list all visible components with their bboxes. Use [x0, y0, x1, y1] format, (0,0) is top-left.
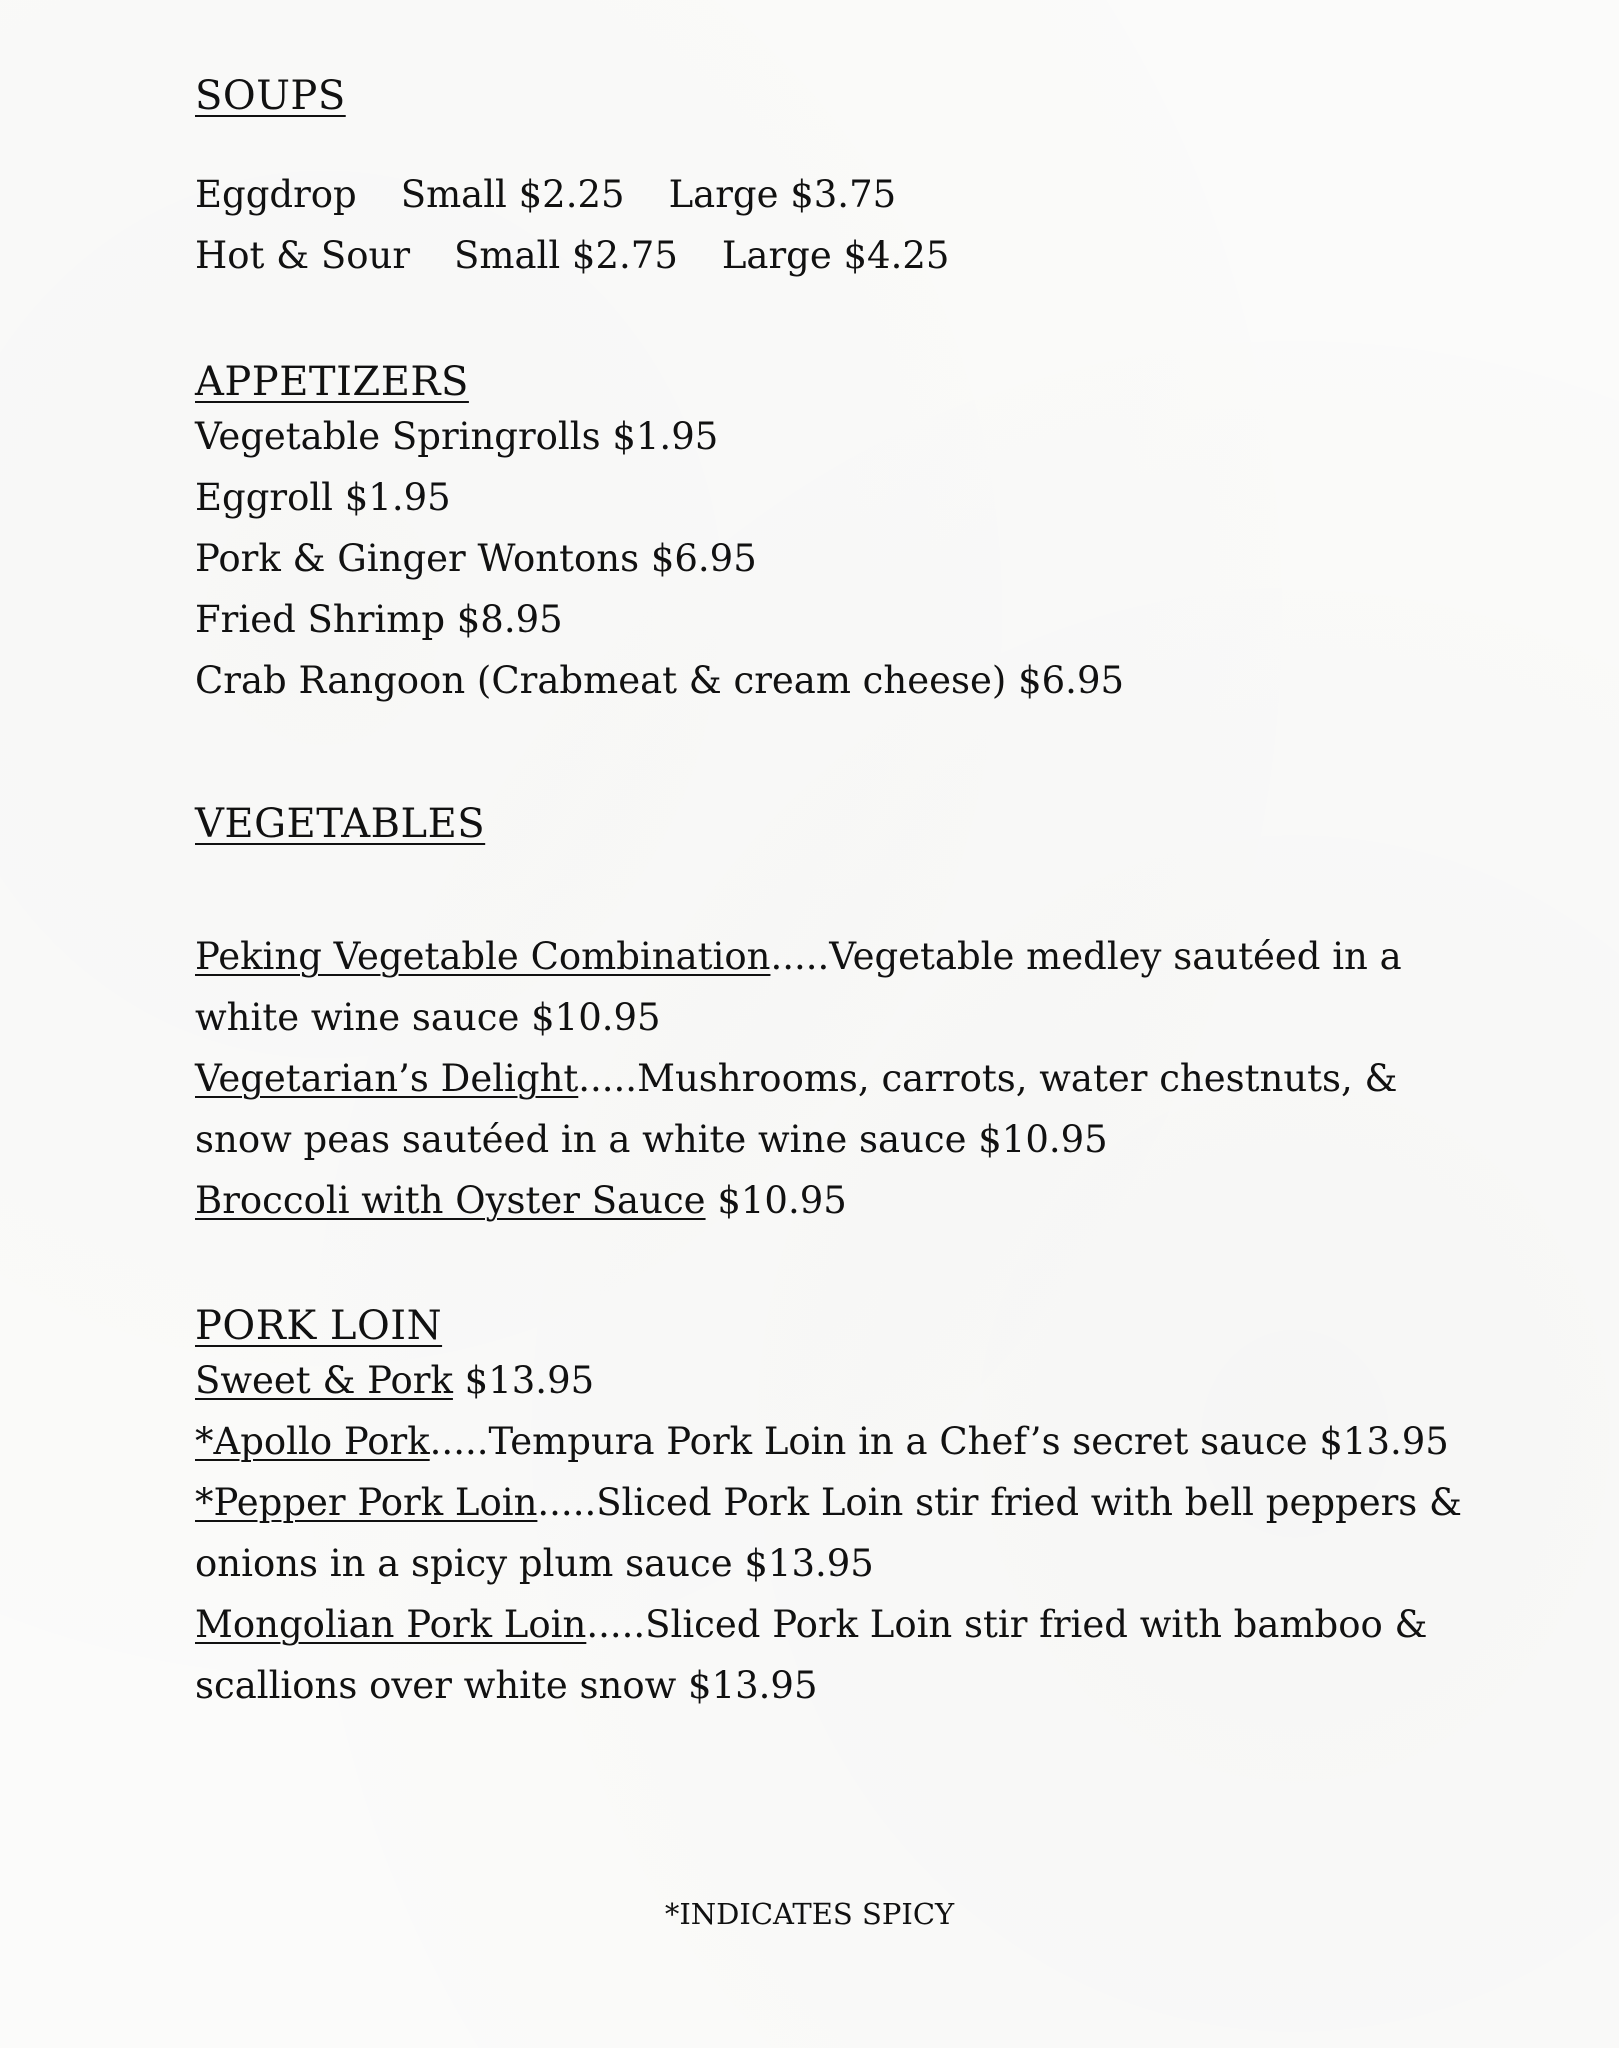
pork-loin-heading: PORK LOIN	[195, 1303, 443, 1349]
soup-name: Eggdrop	[195, 173, 357, 216]
pork-item	[195, 1594, 1465, 1716]
appetizer-item: Pork & Ginger Wontons $6.95	[195, 537, 757, 580]
vegetable-item-detail: .....Vegetable medley sautéed in a white wine sauce $10.95	[195, 935, 1402, 1039]
vegetable-item-name: Peking Vegetable Combination	[195, 935, 771, 978]
soup-item-hot-sour	[195, 225, 1465, 286]
pork-item	[195, 1472, 1465, 1594]
appetizer-item: Fried Shrimp $8.95	[195, 598, 563, 641]
appetizer-item: Vegetable Springrolls $1.95	[195, 415, 719, 458]
pork-item-detail: .....Tempura Pork Loin in a Chef’s secret sauce $13.95	[429, 1420, 1449, 1463]
soup-large-price: Large $3.75	[668, 173, 897, 216]
vegetable-item-detail: $10.95	[705, 1179, 847, 1222]
pork-item-detail: .....Sliced Pork Loin stir fried with bell peppers & onions in a spicy plum sauce $13.95	[195, 1481, 1462, 1585]
pork-item-detail: .....Sliced Pork Loin stir fried with bamboo & scallions over white snow $13.95	[195, 1603, 1428, 1707]
appetizers-heading: APPETIZERS	[195, 359, 469, 405]
soup-small-price: Small $2.75	[454, 234, 678, 277]
soup-item-eggdrop	[195, 164, 1465, 225]
vegetable-item-name: Broccoli with Oyster Sauce	[195, 1179, 706, 1222]
pork-item-name: Sweet & Pork	[195, 1359, 453, 1402]
soup-small-price: Small $2.25	[400, 173, 625, 216]
vegetables-section	[195, 800, 1465, 1231]
pork-item-detail: $13.95	[452, 1359, 595, 1402]
pork-item	[195, 1350, 1465, 1411]
vegetable-item	[195, 926, 1465, 1048]
soups-section	[195, 72, 1465, 286]
pork-item	[195, 1411, 1465, 1472]
vegetables-heading: VEGETABLES	[195, 801, 486, 847]
appetizer-item: Eggroll $1.95	[195, 476, 451, 519]
appetizers-section	[195, 358, 1465, 711]
pork-item-name: *Apollo Pork	[195, 1420, 430, 1463]
vegetable-item-name: Vegetarian’s Delight	[195, 1057, 579, 1100]
soup-name: Hot & Sour	[195, 234, 411, 277]
soup-large-price: Large $4.25	[721, 234, 950, 277]
pork-item-name: Mongolian Pork Loin	[195, 1603, 587, 1646]
soups-heading: SOUPS	[195, 73, 346, 119]
appetizer-item: Crab Rangoon (Crabmeat & cream cheese) $6.95	[195, 659, 1125, 702]
pork-item-name: *Pepper Pork Loin	[195, 1481, 538, 1524]
vegetable-item-detail: .....Mushrooms, carrots, water chestnuts, & snow peas sautéed in a white wine sauce $10.95	[195, 1057, 1398, 1161]
vegetable-item	[195, 1170, 1465, 1231]
pork-loin-section	[195, 1302, 1465, 1716]
vegetable-item	[195, 1048, 1465, 1170]
spicy-footnote: *INDICATES SPICY	[664, 1897, 955, 1931]
